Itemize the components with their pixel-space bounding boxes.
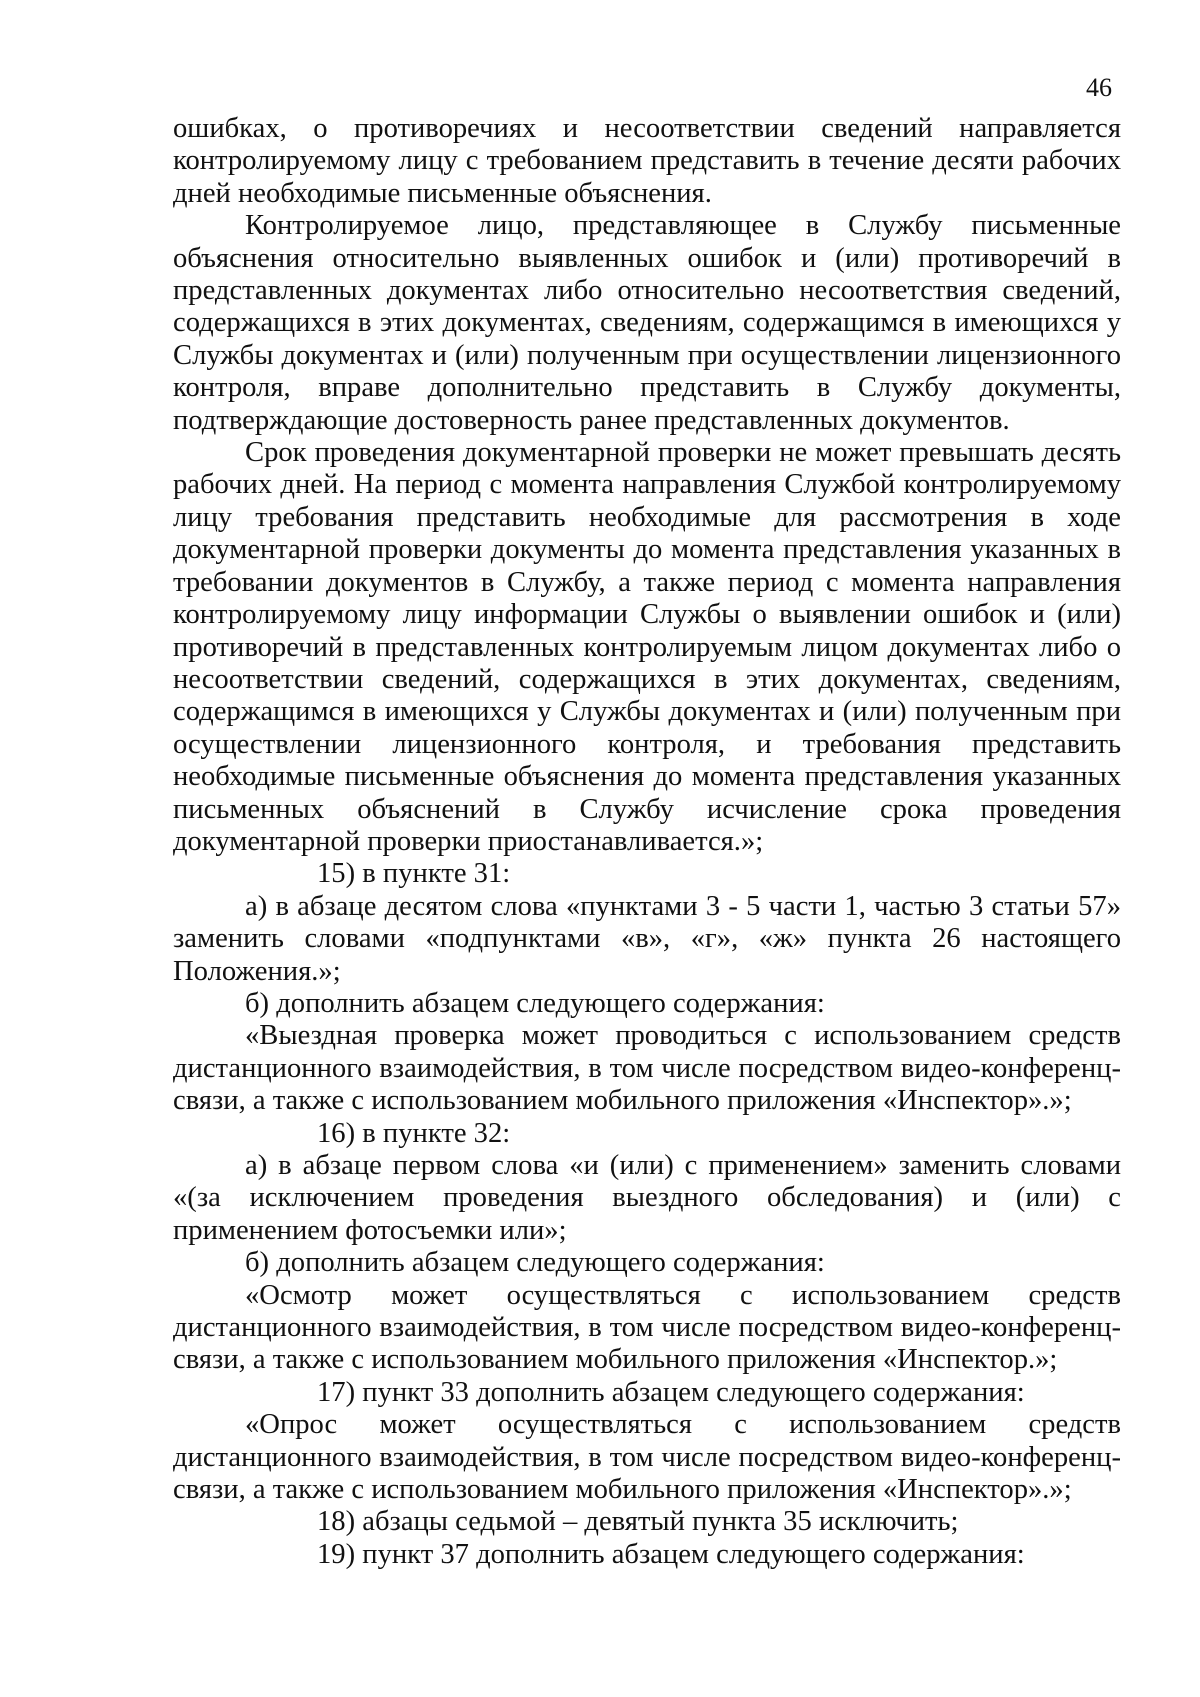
- paragraph: ошибках, о противоречиях и несоответствии сведений направляется контролируемому лицу с требованием представить в течение десяти рабочих дней необходимые письменные объяснения.: [173, 113, 1121, 209]
- list-item: [173, 1377, 1121, 1409]
- list-item: [173, 1118, 1121, 1150]
- list-item-number: 16): [317, 1117, 356, 1149]
- list-item-number: 18): [317, 1506, 356, 1538]
- list-item: [173, 858, 1121, 890]
- paragraph: Срок проведения документарной проверки не может превышать десять рабочих дней. На период с момента направления Службой контролируемому лицу требования представить необходимые для рассмотрения в ходе документарной проверки документы до момента представления указанных в требовании документов в Службу, а также период с момента направления контролируемому лицу информации Службы о выявлении ошибок и (или) противоречий в представленных контролируемым лицом документах либо о несоответствии сведений, содержащихся в этих документах, сведениям, содержащимся в имеющихся у Службы документах и (или) полученным при осуществлении лицензионного контроля, и требования представить необходимые письменные объяснения до момента представления указанных письменных объяснений в Службу исчисление срока проведения документарной проверки приостанавливается.»;: [173, 437, 1121, 857]
- list-item-text: в пункте 31:: [362, 858, 511, 890]
- list-item-number: 19): [317, 1538, 356, 1570]
- list-item-number: 15): [317, 858, 356, 890]
- list-item-text: абзацы седьмой – девятый пункта 35 исключить;: [362, 1506, 959, 1538]
- paragraph: а) в абзаце первом слова «и (или) с применением» заменить словами «(за исключением проведения выездного обследования) и (или) с применением фотосъемки или»;: [173, 1150, 1121, 1246]
- paragraph: «Опрос может осуществляться с использованием средств дистанционного взаимодействия, в том числе посредством видео-конференц-связи, а также с использованием мобильного приложения «Инспектор».»;: [173, 1409, 1121, 1506]
- paragraph: «Выездная проверка может проводиться с использованием средств дистанционного взаимодействия, в том числе посредством видео-конференц-связи, а также с использованием мобильного приложения «Инспектор».»;: [173, 1020, 1121, 1117]
- paragraph: б) дополнить абзацем следующего содержания:: [245, 1247, 825, 1279]
- list-item-text: в пункте 32:: [362, 1117, 511, 1149]
- document-body: [173, 113, 1121, 1571]
- paragraph: а) в абзаце десятом слова «пунктами 3 - 5 части 1, частью 3 статьи 57» заменить словами «подпунктами «в», «г», «ж» пункта 26 настоящего Положения.»;: [173, 890, 1121, 987]
- paragraph: Контролируемое лицо, представляющее в Службу письменные объяснения относительно выявленных ошибок и (или) противоречий в представленных документах либо относительно несоответствия сведений, содержащихся в этих документах, сведениям, содержащимся в имеющихся у Службы документах и (или) полученным при осуществлении лицензионного контроля, вправе дополнительно представить в Службу документы, подтверждающие достоверность ранее представленных документов.: [173, 210, 1121, 436]
- page-number: 46: [1086, 73, 1112, 102]
- list-item-text: пункт 33 дополнить абзацем следующего содержания:: [362, 1376, 1025, 1408]
- list-item-text: пункт 37 дополнить абзацем следующего содержания:: [362, 1538, 1025, 1570]
- list-item: [173, 1539, 1121, 1571]
- paragraph: «Осмотр может осуществляться с использованием средств дистанционного взаимодействия, в том числе посредством видео-конференц-связи, а также с использованием мобильного приложения «Инспектор.»;: [173, 1279, 1121, 1376]
- list-item: [173, 1506, 1121, 1538]
- list-item-number: 17): [317, 1376, 356, 1408]
- paragraph: б) дополнить абзацем следующего содержания:: [245, 987, 825, 1019]
